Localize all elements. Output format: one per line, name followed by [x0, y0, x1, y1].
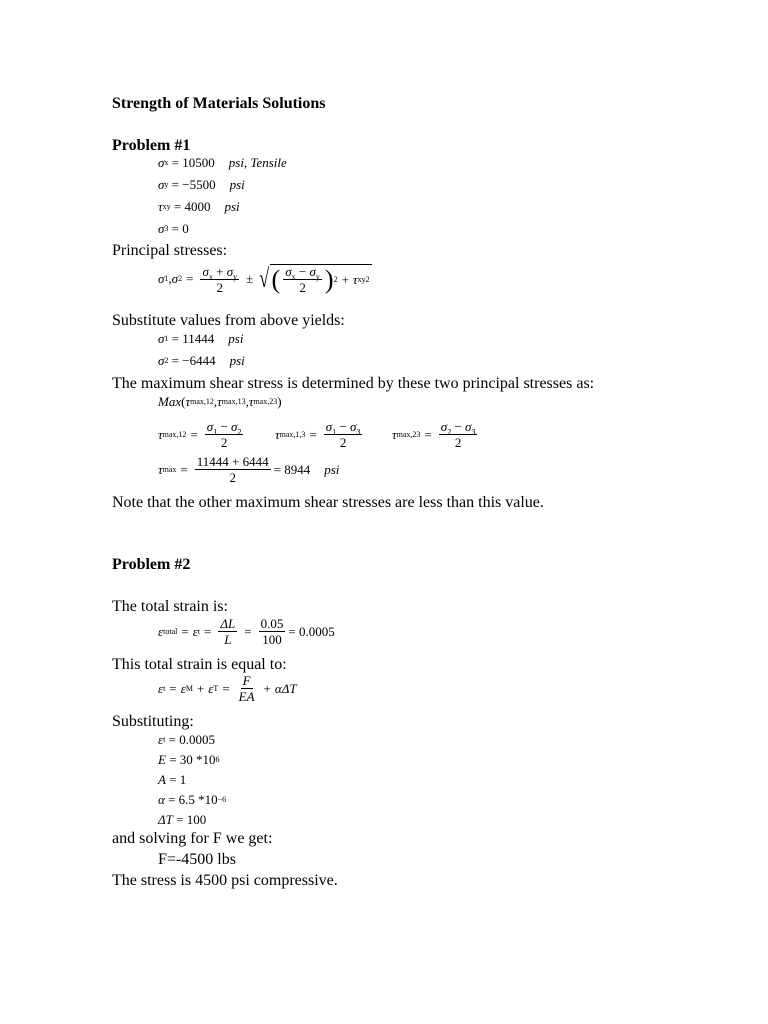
solving-label: and solving for F we get:	[112, 830, 273, 847]
sub-value-strain: ε t = 0.0005	[158, 732, 215, 747]
sub-value-area: A = 1	[158, 772, 187, 787]
force-result: F=-4500 lbs	[158, 851, 236, 868]
substituting-label: Substituting:	[112, 713, 194, 730]
problem-2-heading: Problem #2	[112, 556, 191, 573]
total-strain-formula: ε total = ε t = $\frac{\Delta L}{L}$ = $\frac{0.05}{100}$ = 0.0005	[158, 616, 335, 647]
strain-equal-label: This total strain is equal to:	[112, 656, 287, 673]
given-sigma-x: σ x = 10500 psi, Tensile	[158, 155, 287, 170]
tau-max-13-formula: τ max,1,3 = $\frac{\sigma_1 - \sigma_3}{2}$	[275, 419, 361, 450]
tau-max-result: τ max = $\frac{11444 + 6444}{2}$ = 8944 psi	[158, 454, 340, 485]
max-shear-note: Note that the other maximum shear stresses are less than this value.	[112, 494, 544, 511]
tau-max-23-formula: τ max,23 = $\frac{\sigma_2 - \sigma_3}{2}$	[392, 419, 476, 450]
given-sigma-3: σ 3 = 0	[158, 221, 189, 236]
total-strain-label: The total strain is:	[112, 598, 228, 615]
problem-1-heading: Problem #1	[112, 137, 191, 154]
given-tau-xy: τ xy = 4000 psi	[158, 199, 240, 214]
document-title: Strength of Materials Solutions	[112, 95, 326, 112]
principal-stresses-label: Principal stresses:	[112, 242, 228, 259]
result-sigma-1: σ 1 = 11444 psi	[158, 331, 244, 346]
given-sigma-y: σ y = −5500 psi	[158, 177, 245, 192]
substitute-label: Substitute values from above yields:	[112, 312, 345, 329]
strain-sum-formula: ε t = ε M + ε T = $\frac{F}{EA}$ + αΔT	[158, 673, 297, 704]
max-tau-set: Max ( τ max,12 , τ max,13 , τ max,23 )	[158, 394, 282, 409]
sub-value-modulus: E = 30 *10 6	[158, 752, 220, 767]
tau-max-12-formula: τ max,12 = $\frac{\sigma_1 - \sigma_2}{2}$	[158, 419, 242, 450]
result-sigma-2: σ 2 = −6444 psi	[158, 353, 245, 368]
principal-stress-formula: σ 1 , σ 2 = $\frac{\sigma_x + \sigma_y}{2}$ ± √ ( $\frac{\sigma_x - \sigma_y}{2}$ ) 2 + τ xy 2	[158, 263, 370, 295]
sub-value-delta-t: ΔT = 100	[158, 812, 207, 827]
stress-result: The stress is 4500 psi compressive.	[112, 872, 338, 889]
sub-value-alpha: α = 6.5 *10 −6	[158, 792, 227, 807]
max-shear-label: The maximum shear stress is determined by these two principal stresses as:	[112, 375, 595, 392]
